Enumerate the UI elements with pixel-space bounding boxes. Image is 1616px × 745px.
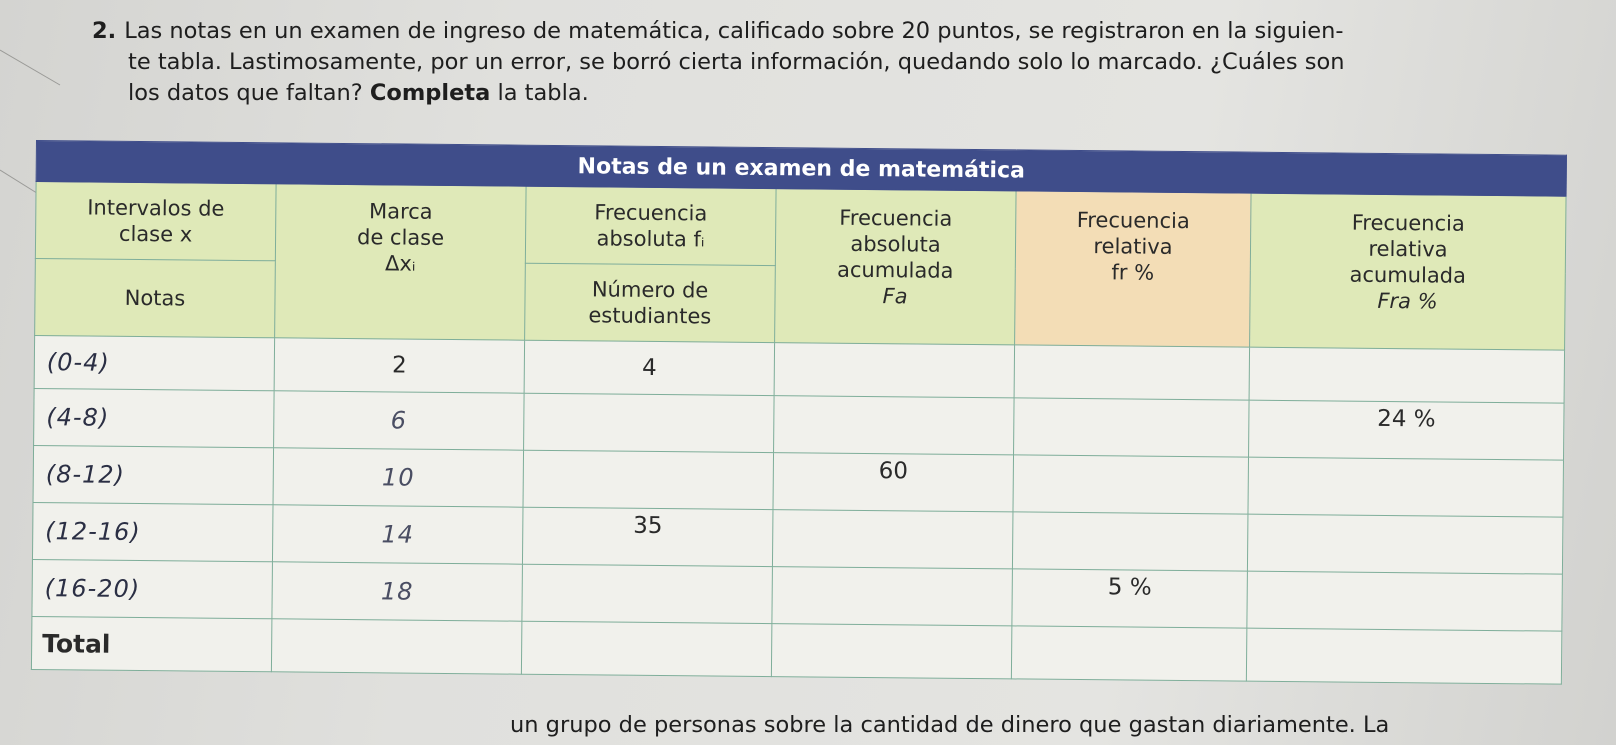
cell-fra: 24 % [1249, 400, 1565, 460]
exercise-line-1: Las notas en un examen de ingreso de matemática, calificado sobre 20 puntos, se registraron en la siguien- [124, 18, 1344, 44]
header-faa-line1: Frecuencia [839, 205, 953, 231]
header-faa-line3: acumulada [836, 257, 954, 283]
cell-marca: 14 [272, 505, 523, 564]
header-faa-line2: absoluta [850, 231, 941, 257]
cell-marca: 6 [274, 391, 525, 450]
cell-fi: 4 [524, 340, 774, 395]
frequency-table [31, 140, 1567, 685]
cell-marca: 18 [272, 562, 523, 621]
total-marca [271, 619, 521, 674]
cell-fi [523, 450, 774, 509]
exercise-line-2: te tabla. Lastimosamente, por un error, se borró cierta información, quedando solo lo marcado. ¿Cuáles son [128, 49, 1345, 75]
header-intervalos [35, 182, 276, 261]
exercise-line-3-start: los datos que faltan? [128, 80, 363, 106]
header-marca-symbol: Δxᵢ [384, 250, 416, 276]
header-num-est-line1: Número de [591, 277, 709, 303]
header-fra-line1: Frecuencia [1351, 210, 1465, 236]
exercise-line-3-bold: Completa [369, 80, 491, 106]
header-fr-line2: relativa [1093, 233, 1173, 259]
cell-fi: 35 [522, 507, 773, 566]
cell-fr [1014, 398, 1250, 457]
cell-fr [1013, 455, 1249, 514]
header-fr-line3: fr % [1111, 259, 1155, 285]
header-frecuencia-relativa [1015, 191, 1251, 347]
total-fr [1011, 626, 1246, 681]
cell-fi [522, 564, 773, 623]
header-fabs-line2: absoluta fᵢ [596, 226, 705, 252]
cell-interval: (4-8) [34, 388, 275, 447]
cell-marca: 10 [273, 448, 524, 507]
header-faa-line4: Fa [882, 283, 908, 308]
exercise-statement [92, 16, 1512, 109]
next-exercise-fragment: un grupo de personas sobre la cantidad de dinero que gastan diariamente. La [510, 712, 1390, 738]
header-fra-line4: Fra % [1377, 288, 1438, 313]
cell-fr [1014, 345, 1249, 400]
header-marca-line2: de clase [356, 224, 445, 250]
frequency-table-container [31, 140, 1566, 705]
header-num-est-line2: estudiantes [588, 303, 712, 329]
table-title: Notas de un examen de matemática [36, 141, 1566, 197]
cell-fr [1012, 512, 1248, 571]
header-marca [275, 184, 526, 340]
total-fa [771, 624, 1011, 679]
header-fra-line3: acumulada [1349, 262, 1467, 288]
header-fabs-line1: Frecuencia [594, 200, 708, 226]
header-marca-line1: Marca [368, 198, 433, 224]
cell-marca: 2 [274, 338, 524, 393]
cell-fa [772, 567, 1013, 626]
header-fr-line1: Frecuencia [1076, 207, 1190, 233]
total-fra [1246, 628, 1562, 684]
cell-interval: (16-20) [32, 559, 273, 618]
cell-fa: 60 [773, 453, 1014, 512]
exercise-line-3-end: la tabla. [497, 80, 589, 106]
cell-interval: (12-16) [32, 502, 273, 561]
cell-fra [1248, 457, 1564, 517]
cell-fa [772, 510, 1013, 569]
cell-fra [1249, 347, 1565, 403]
exercise-number: 2. [92, 18, 117, 44]
header-numero-estudiantes [525, 263, 776, 342]
header-frecuencia-absoluta [525, 186, 776, 265]
cell-fa [774, 396, 1015, 455]
total-fi [521, 621, 771, 676]
cell-interval: (8-12) [33, 445, 274, 504]
cell-fa [774, 343, 1014, 398]
cell-fra [1247, 571, 1563, 631]
header-frecuencia-absoluta-acumulada [775, 189, 1016, 345]
cell-fr: 5 % [1012, 569, 1248, 628]
cell-fi [524, 393, 775, 452]
header-intervalos-line1: Intervalos de [87, 195, 225, 221]
header-intervalos-line2: clase x [118, 221, 193, 247]
header-fra-line2: relativa [1368, 236, 1448, 262]
cell-fra [1247, 514, 1563, 574]
cell-interval: (0-4) [34, 335, 274, 390]
header-frecuencia-relativa-acumulada [1250, 193, 1566, 350]
total-label: Total [31, 616, 271, 671]
header-notas: Notas [35, 258, 276, 337]
